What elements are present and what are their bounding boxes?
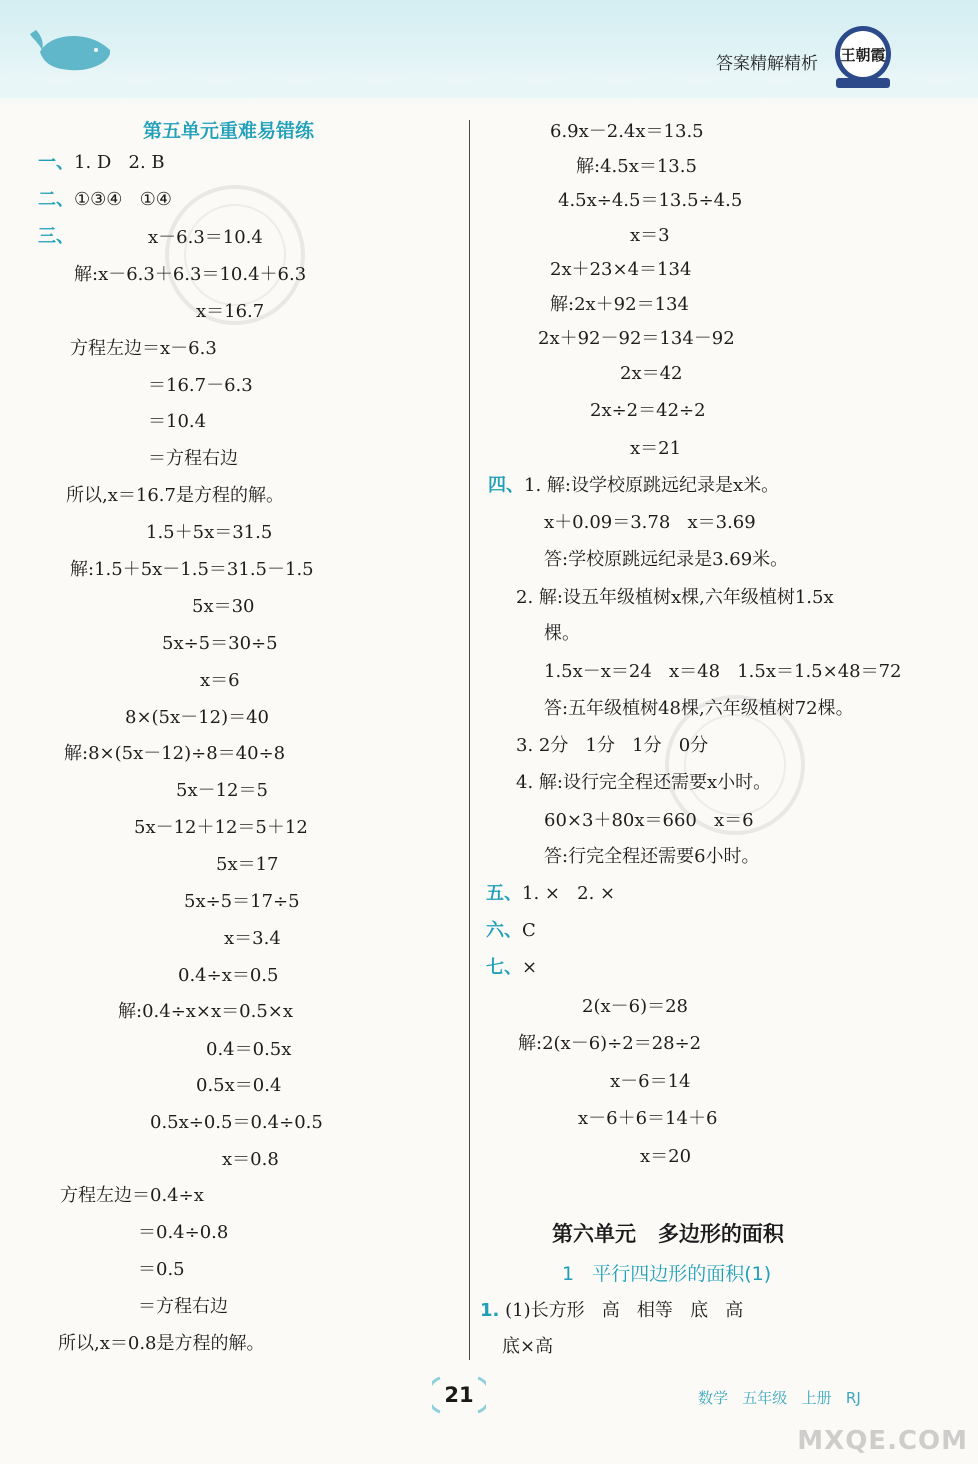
equation-line: 答:五年级植树48棵,六年级植树72棵。 <box>544 698 854 719</box>
answer-text: ①③④ ①④ <box>74 189 172 210</box>
equation-line: 2x＋92－92＝134－92 <box>538 328 735 349</box>
equation-line: 2(x－6)＝28 <box>582 996 689 1017</box>
question-number: 三、 <box>38 226 74 247</box>
equation-line: 所以,x＝0.8是方程的解。 <box>58 1333 265 1354</box>
equation-line: x＝20 <box>640 1146 692 1167</box>
equation-line: 2x＝42 <box>620 363 683 384</box>
equation-line: 5x÷5＝30÷5 <box>162 633 278 654</box>
answer-text: × <box>522 957 538 978</box>
answer-line <box>486 919 536 943</box>
equation-line: x－6＋6＝14＋6 <box>578 1108 718 1129</box>
equation-line: x＝3 <box>630 225 670 246</box>
equation-line: 解:x－6.3＋6.3＝10.4＋6.3 <box>74 264 307 285</box>
page-number: 21 <box>444 1383 474 1407</box>
answer-line <box>38 151 165 175</box>
unit-title: 第六单元 多边形的面积 <box>552 1222 784 1246</box>
answer-line <box>486 956 537 980</box>
equation-line: 1.5x－x＝24 x＝48 1.5x＝1.5×48＝72 <box>544 661 902 682</box>
equation-line: 2. 解:设五年级植树x棵,六年级植树1.5x <box>516 587 834 608</box>
equation-line: 4.5x÷4.5＝13.5÷4.5 <box>558 190 743 211</box>
answer-line: 底×高 <box>502 1336 554 1357</box>
answer-text: (1)长方形 高 相等 底 高 <box>505 1300 744 1321</box>
equation-line: x＋0.09＝3.78 x＝3.69 <box>544 512 756 533</box>
equation-line: 棵。 <box>544 623 580 644</box>
answer-line <box>480 1299 743 1323</box>
equation-line: x＝3.4 <box>224 928 281 949</box>
answer-line <box>486 882 615 906</box>
answer-line <box>488 474 779 498</box>
footer-subject: 数学 五年级 上册 RJ <box>698 1389 861 1407</box>
equation-line: 6.9x－2.4x＝13.5 <box>550 121 704 142</box>
question-number: 一、 <box>38 152 74 173</box>
lesson-title: 1 平行四边形的面积(1) <box>562 1263 772 1285</box>
equation-line: ＝0.4÷0.8 <box>138 1222 229 1243</box>
page-header <box>0 0 978 108</box>
question-number: 四、 <box>488 475 524 496</box>
question-number: 五、 <box>486 883 522 904</box>
equation-line: 5x－12＝5 <box>176 780 268 801</box>
equation-line: 解:8×(5x－12)÷8＝40÷8 <box>64 743 286 764</box>
equation-line: 8×(5x－12)＝40 <box>125 707 269 728</box>
question-number: 二、 <box>38 189 74 210</box>
equation-line: 0.4＝0.5x <box>206 1039 292 1060</box>
equation-line: 答:学校原跳远纪录是3.69米。 <box>544 549 789 570</box>
answer-line <box>38 225 74 249</box>
equation-line: 3. 2分 1分 1分 0分 <box>516 735 709 756</box>
equation-line: 解:0.4÷x×x＝0.5×x <box>118 1001 294 1022</box>
equation-line: 5x－12＋12＝5＋12 <box>134 817 308 838</box>
equation-line: 5x＝17 <box>216 854 279 875</box>
equation-line: x＝0.8 <box>222 1149 279 1170</box>
equation-line: ＝16.7－6.3 <box>148 375 253 396</box>
equation-line: 0.4÷x＝0.5 <box>178 965 279 986</box>
answer-line <box>38 188 172 212</box>
equation-line: x－6＝14 <box>610 1071 691 1092</box>
equation-line: ＝方程右边 <box>148 448 238 469</box>
equation-line: 5x÷5＝17÷5 <box>184 891 300 912</box>
equation-line: x＝16.7 <box>196 301 265 322</box>
equation-line: 0.5x÷0.5＝0.4÷0.5 <box>150 1112 323 1133</box>
equation-line: ＝0.5 <box>138 1259 185 1280</box>
equation-line: ＝10.4 <box>148 411 207 432</box>
equation-line: x－6.3＝10.4 <box>148 227 263 248</box>
equation-line: 2x＋23×4＝134 <box>550 259 692 280</box>
answer-text: 1. D 2. B <box>74 152 165 173</box>
watermark: MXQE.COM <box>797 1426 968 1456</box>
equation-line: 解:1.5＋5x－1.5＝31.5－1.5 <box>70 559 314 580</box>
question-number: 六、 <box>486 920 522 941</box>
equation-line: 方程左边＝x－6.3 <box>70 338 217 359</box>
answer-text: 1. × 2. × <box>522 883 616 904</box>
equation-line: 解:2(x－6)÷2＝28÷2 <box>518 1033 702 1054</box>
equation-line: 2x÷2＝42÷2 <box>590 400 706 421</box>
equation-line: 解:2x＋92＝134 <box>550 294 689 315</box>
section-title: 第五单元重难易错练 <box>143 120 315 142</box>
equation-line: 方程左边＝0.4÷x <box>60 1185 204 1206</box>
equation-line: 0.5x＝0.4 <box>196 1075 282 1096</box>
equation-line: 5x＝30 <box>192 596 255 617</box>
equation-line: 4. 解:设行完全程还需要x小时。 <box>516 772 772 793</box>
badge-text: 王朝霞 <box>840 46 886 64</box>
question-number: 七、 <box>486 957 522 978</box>
answer-text: 1. 解:设学校原跳远纪录是x米。 <box>524 475 780 496</box>
whale-icon <box>30 22 120 78</box>
equation-line: 60×3＋80x＝660 x＝6 <box>544 810 754 831</box>
header-title: 答案精解精析 <box>716 54 818 74</box>
question-number: 1. <box>480 1300 500 1321</box>
equation-line: 解:4.5x＝13.5 <box>576 156 697 177</box>
equation-line: 1.5＋5x＝31.5 <box>146 522 273 543</box>
equation-line: 答:行完全程还需要6小时。 <box>544 846 760 867</box>
answer-text: C <box>522 920 536 941</box>
equation-line: x＝21 <box>630 438 682 459</box>
brand-badge-logo <box>830 22 896 92</box>
equation-line: x＝6 <box>200 670 240 691</box>
equation-line: ＝方程右边 <box>138 1296 228 1317</box>
column-divider <box>469 120 470 1360</box>
equation-line: 所以,x＝16.7是方程的解。 <box>66 485 284 506</box>
